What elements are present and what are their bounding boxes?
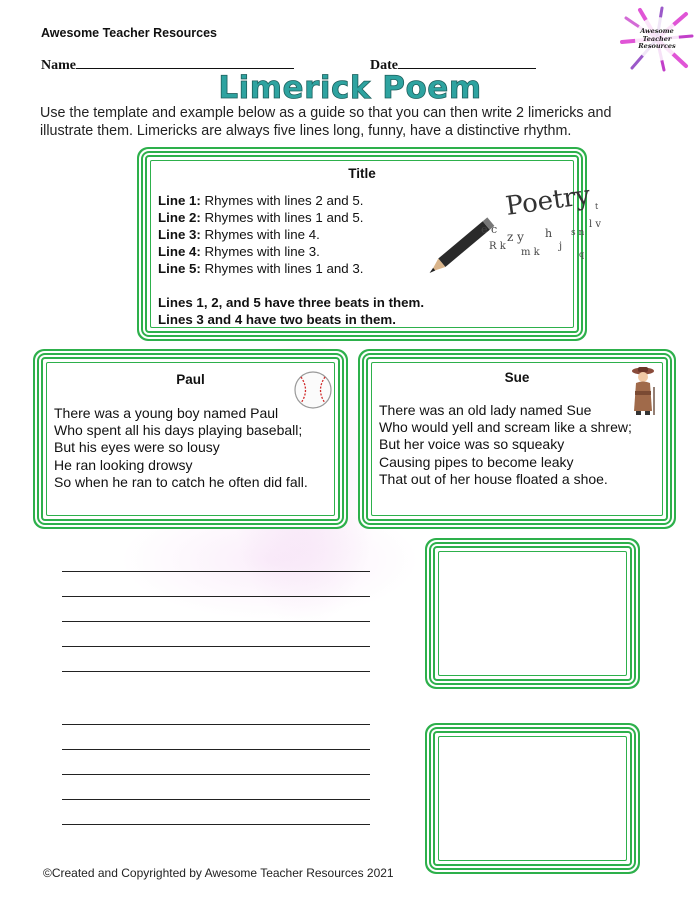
writing-line[interactable] [62, 749, 370, 750]
svg-text:e c: e c [481, 223, 498, 236]
poem-line: Causing pipes to become leaky [379, 453, 574, 470]
svg-text:t: t [595, 202, 599, 211]
svg-text:s n: s n [571, 228, 585, 238]
beats-rules [158, 294, 424, 328]
svg-text:q: q [579, 250, 585, 259]
poem-line: Who would yell and scream like a shrew; [379, 419, 632, 436]
date-label: Date [370, 58, 398, 73]
template-lines [158, 192, 363, 277]
baseball-icon [293, 370, 333, 410]
writing-line[interactable] [62, 774, 370, 775]
writing-line[interactable] [62, 671, 370, 672]
svg-text:R k: R k [489, 241, 506, 252]
publisher-name: Awesome Teacher Resources [41, 26, 218, 40]
template-line-4: Line 4: Rhymes with line 3. [158, 244, 320, 259]
name-line[interactable] [76, 55, 294, 69]
beats-rule-2: Lines 3 and 4 have two beats in them. [158, 312, 396, 327]
svg-text:l v: l v [589, 219, 602, 230]
svg-text:j: j [559, 241, 563, 252]
template-line-1: Line 1: Rhymes with lines 2 and 5. [158, 193, 364, 208]
template-title: Title [348, 166, 376, 181]
page-title: Limerick Poem [218, 70, 482, 106]
svg-text:m k: m k [521, 247, 540, 258]
poem-paul [54, 405, 308, 491]
illustration-box-1[interactable] [433, 546, 632, 681]
writing-line[interactable] [62, 571, 370, 572]
template-box [145, 155, 602, 333]
svg-text:h: h [545, 227, 553, 240]
poem-sue [379, 402, 632, 488]
poem-line: So when he ran to catch he often did fall. [54, 473, 308, 490]
name-label: Name [41, 58, 76, 73]
writing-line[interactable] [62, 621, 370, 622]
template-line-3: Line 3: Rhymes with line 4. [158, 227, 320, 242]
old-lady-icon [630, 365, 658, 417]
example-box-paul [41, 357, 340, 521]
writing-line[interactable] [62, 824, 370, 825]
writing-line[interactable] [62, 596, 370, 597]
poem-line: He ran looking drowsy [54, 456, 193, 473]
writing-line[interactable] [62, 646, 370, 647]
logo-text: Awesome Teacher Resources [638, 27, 676, 50]
example-box-sue [366, 357, 668, 521]
poetry-pencil-icon [419, 179, 611, 287]
template-line-5: Line 5: Rhymes with lines 1 and 3. [158, 261, 364, 276]
poem-line: But his eyes were so lousy [54, 439, 220, 456]
illustration-box-2[interactable] [433, 731, 632, 866]
example-title-paul: Paul [176, 372, 205, 387]
poem-line: That out of her house floated a shoe. [379, 470, 608, 487]
copyright-footer: ©Created and Copyrighted by Awesome Teacher Resources 2021 [43, 866, 394, 880]
poetry-word: Poetry [503, 180, 593, 222]
svg-text:z y: z y [507, 230, 524, 244]
date-line[interactable] [398, 55, 536, 69]
poem-line: There was an old lady named Sue [379, 402, 592, 418]
instructions-text: Use the template and example below as a guide so that you can then write 2 limericks and illustrate them. Limericks are always five lines long, funny, have a distinctive rhythm. [40, 105, 612, 139]
beats-rule-1: Lines 1, 2, and 5 have three beats in them. [158, 295, 425, 310]
poem-line: But her voice was so squeaky [379, 436, 565, 453]
template-line-2: Line 2: Rhymes with lines 1 and 5. [158, 210, 364, 225]
poem-line: Who spent all his days playing baseball; [54, 422, 303, 439]
brand-logo [620, 6, 694, 72]
example-title-sue: Sue [504, 370, 530, 385]
writing-line[interactable] [62, 799, 370, 800]
poem-line: There was a young boy named Paul [54, 405, 279, 421]
writing-line[interactable] [62, 724, 370, 725]
